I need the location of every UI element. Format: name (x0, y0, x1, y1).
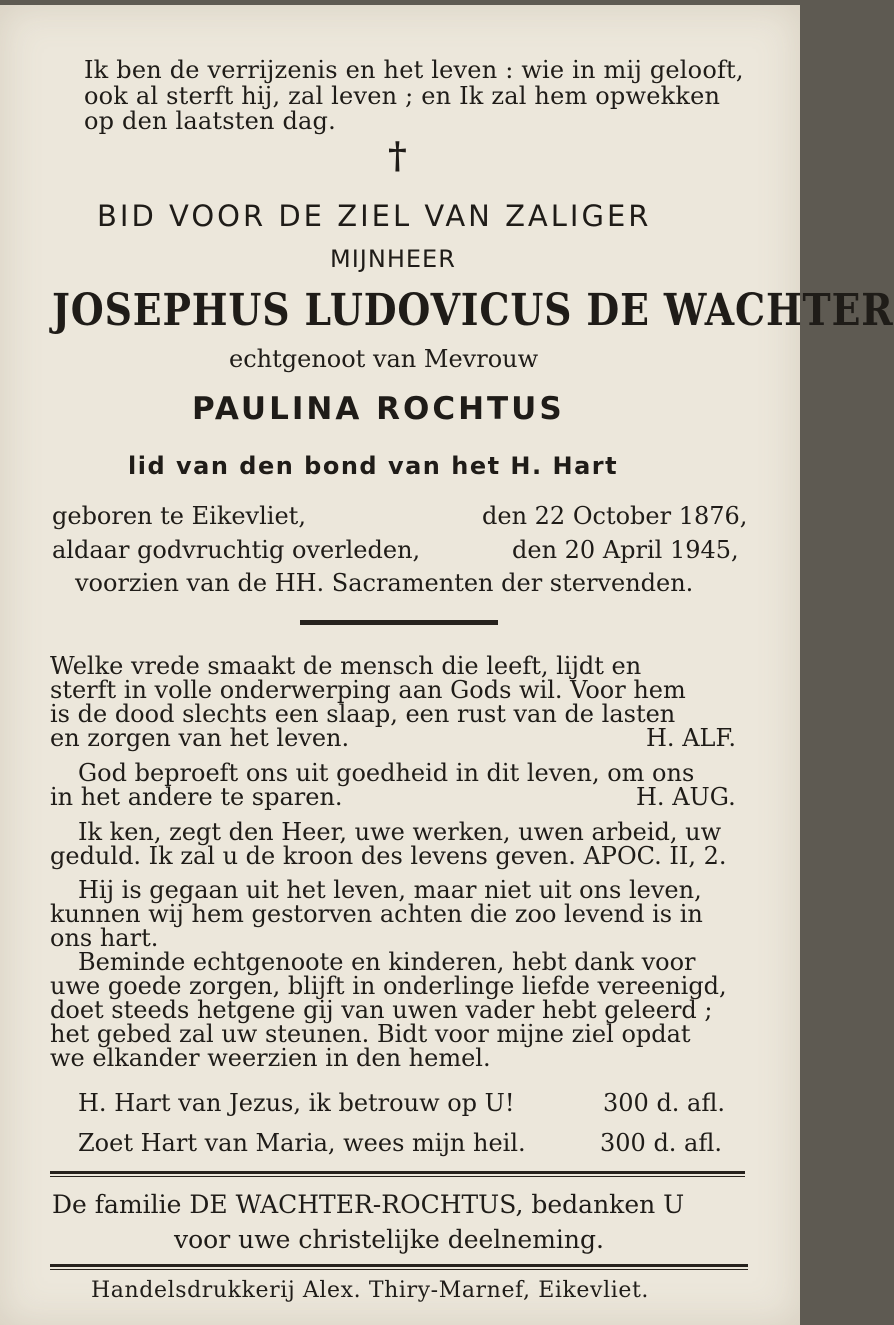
born-date: den 22 October 1876, (482, 502, 748, 530)
cross-icon: † (388, 135, 407, 177)
printer-credit: Handelsdrukkerij Alex. Thiry-Marnef, Eikevliet. (91, 1278, 650, 1303)
passage-line: God beproeft ons uit goedheid in dit leven, om ons (78, 759, 695, 787)
passage-line: ons hart. (50, 924, 159, 952)
verse-line-1: Ik ben de verrijzenis en het leven : wie in mij gelooft, (84, 56, 744, 84)
passage-line: het gebed zal uw steunen. Bidt voor mijne ziel opdat (50, 1020, 691, 1048)
membership-line: lid van den bond van het H. Hart (128, 452, 619, 480)
passage-line: sterft in volle onderwerping aan Gods wil. Voor hem (50, 676, 686, 704)
passage-line: kunnen wij hem gestorven achten die zoo levend is in (50, 900, 703, 928)
sacraments-line: voorzien van de HH. Sacramenten der stervenden. (75, 569, 694, 597)
passage-line: in het andere te sparen. (50, 783, 343, 811)
prayer-text: H. Hart van Jezus, ik betrouw op U! (78, 1089, 515, 1117)
spouse-name: PAULINA ROCHTUS (192, 391, 565, 427)
died-date: den 20 April 1945, (512, 536, 739, 564)
divider-double-top (50, 1171, 745, 1174)
prayer-indulgence: 300 d. afl. (603, 1089, 726, 1117)
deceased-name: JOSEPHUS LUDOVICUS DE WACHTER (52, 285, 894, 336)
passage-source: H. ALF. (646, 724, 736, 752)
passage-line: doet steeds hetgene gij van uwen vader hebt geleerd ; (50, 996, 713, 1024)
divider-double-bottom (50, 1269, 748, 1270)
passage-line: geduld. Ik zal u de kroon des levens geven. APOC. II, 2. (50, 842, 727, 870)
passage-line: uwe goede zorgen, blijft in onderlinge liefde vereenigd, (50, 972, 727, 1000)
passage-line: Welke vrede smaakt de mensch die leeft, lijdt en (50, 652, 642, 680)
prayer-text: Zoet Hart van Maria, wees mijn heil. (78, 1129, 526, 1157)
passage-line: is de dood slechts een slaap, een rust van de lasten (50, 700, 676, 728)
divider-double-top (50, 1264, 748, 1267)
passage-line: Ik ken, zegt den Heer, uwe werken, uwen arbeid, uw (78, 818, 722, 846)
born-place: geboren te Eikevliet, (52, 502, 306, 530)
spouse-intro: echtgenoot van Mevrouw (229, 345, 539, 373)
family-thanks-line-1: De familie DE WACHTER-ROCHTUS, bedanken U (52, 1190, 685, 1219)
invocation-heading: BID VOOR DE ZIEL VAN ZALIGER (97, 199, 652, 233)
verse-line-2: ook al sterft hij, zal leven ; en Ik zal hem opwekken (84, 82, 721, 110)
passage-line: en zorgen van het leven. (50, 724, 350, 752)
memorial-card (0, 5, 894, 1325)
passage-line: Beminde echtgenoote en kinderen, hebt dank voor (78, 948, 696, 976)
prayer-indulgence: 300 d. afl. (600, 1129, 723, 1157)
passage-line: Hij is gegaan uit het leven, maar niet uit ons leven, (78, 876, 702, 904)
title-mijnheer: MIJNHEER (330, 245, 456, 273)
passage-source: H. AUG. (636, 783, 736, 811)
verse-line-3: op den laatsten dag. (84, 107, 336, 135)
died-place: aldaar godvruchtig overleden, (52, 536, 421, 564)
family-thanks-line-2: voor uwe christelijke deelneming. (174, 1225, 604, 1254)
divider-short (300, 620, 498, 625)
divider-double-bottom (50, 1176, 745, 1177)
passage-line: we elkander weerzien in den hemel. (50, 1044, 491, 1072)
